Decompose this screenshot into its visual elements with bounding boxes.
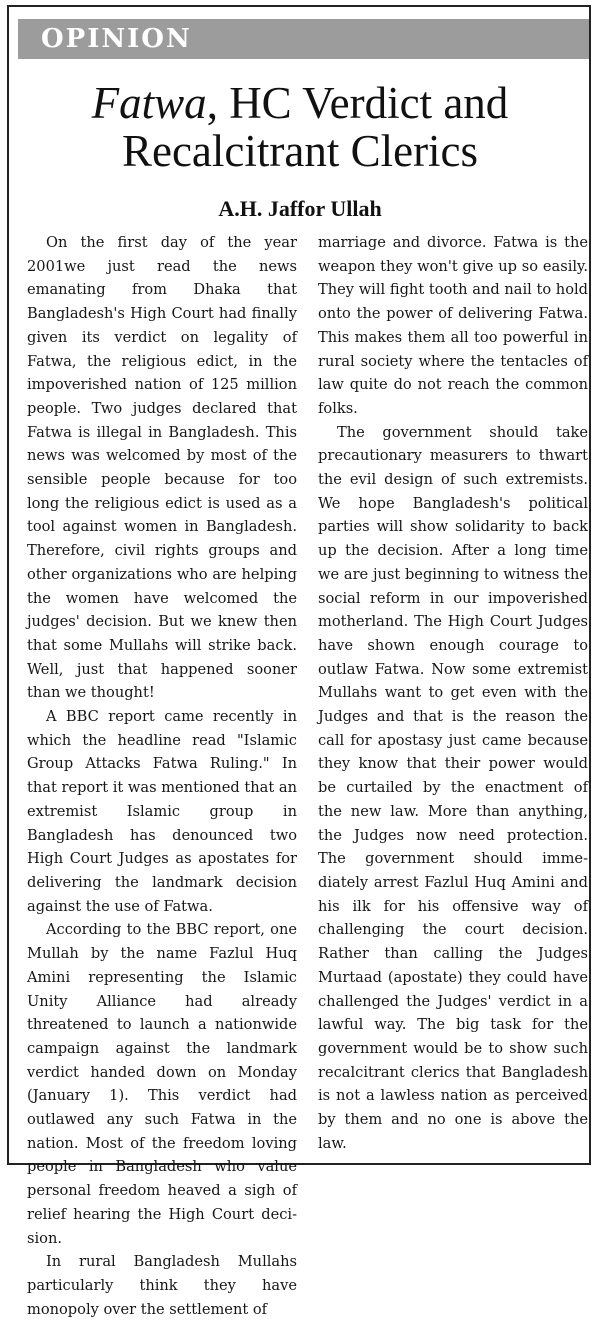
article-column-left [27, 231, 297, 1321]
paragraph: A BBC report came recently in which the headline read "Islamic Group Attacks Fatwa Ruling." In that report it was mentioned that an extremist Islamic group in Bangladesh has denounced two High Court Judges as apostates for delivering the landmark decision against the use of Fatwa. [27, 708, 297, 915]
paragraph: According to the BBC report, one Mullah by the name Fazlul Huq Amini representing the Islamic Unity Alliance had already threatened to launch a nationwide campaign against the landmark verdict handed down on Monday (January 1). This verdict had outlawed any such Fatwa in the nation. Most of the freedom loving people in Bangladesh who value personal freedom heaved a sigh of relief hearing the High Court decision. [27, 921, 297, 1247]
headline-line-2: Recalcitrant Clerics [121, 126, 479, 176]
headline-line-1 [40, 79, 560, 127]
paragraph: On the first day of the year 2001we just read the news emanating from Dhaka that Bangladesh's High Court had finally given its verdict on legality of Fatwa, the religious edict, in the impoverished nation of 125 million people. Two judges declared that Fatwa is illegal in Bangladesh. This news was welcomed by most of the sensible people because for too long the religious edict is used as a tool against women in Bangladesh. Therefore, civil rights groups and other organizations who are helping the women have welcomed the judges' decision. But we knew then that some Mullahs will strike back. Well, just that happened sooner than we thought! [27, 234, 297, 702]
paragraph: The government should take precautionary measurers to thwart the evil design of such extremists. We hope Bangladesh's political parties will show solidarity to back up the decision. After a long time we are just beginning to witness the social reform in our impoverished motherland. The High Court Judges have shown enough courage to outlaw Fatwa. Now some extremist Mullahs want to get even with the Judges and that is the reason the call for apostasy just came because they know that their power would be curtailed by the enactment of the new law. More than anything, the Judges now need protection. The government should immediately arrest Fazlul Huq Amini and his ilk for his offensive way of challenging the court decision. Rather than calling the Judges Murtaad (apostate) they could have challenged the Judges' verdict in a lawful way. The big task for the government would be to show such recalcitrant clerics that Bangladesh is not a lawless nation as perceived by them and no one is above the law. [318, 423, 588, 1152]
paragraph-continuation: marriage and divorce. Fatwa is the weapon they won't give up so easily. They will fight tooth and nail to hold onto the power of delivering Fatwa. This makes them all too powerful in rural society where the tentacles of law quite do not reach the common folks. [318, 234, 588, 417]
section-banner [18, 19, 589, 59]
section-label: OPINION [41, 24, 192, 54]
paragraph: In rural Bangladesh Mullahs particularly think they have monopoly over the settlement of [27, 1253, 297, 1318]
author-byline: A.H. Jaffor Ullah [218, 196, 382, 221]
headline [40, 79, 560, 175]
headline-keyword: Fatwa [91, 78, 207, 128]
article-column-right [318, 231, 588, 1155]
headline-line-1-rest: , HC Verdict and [206, 78, 509, 128]
